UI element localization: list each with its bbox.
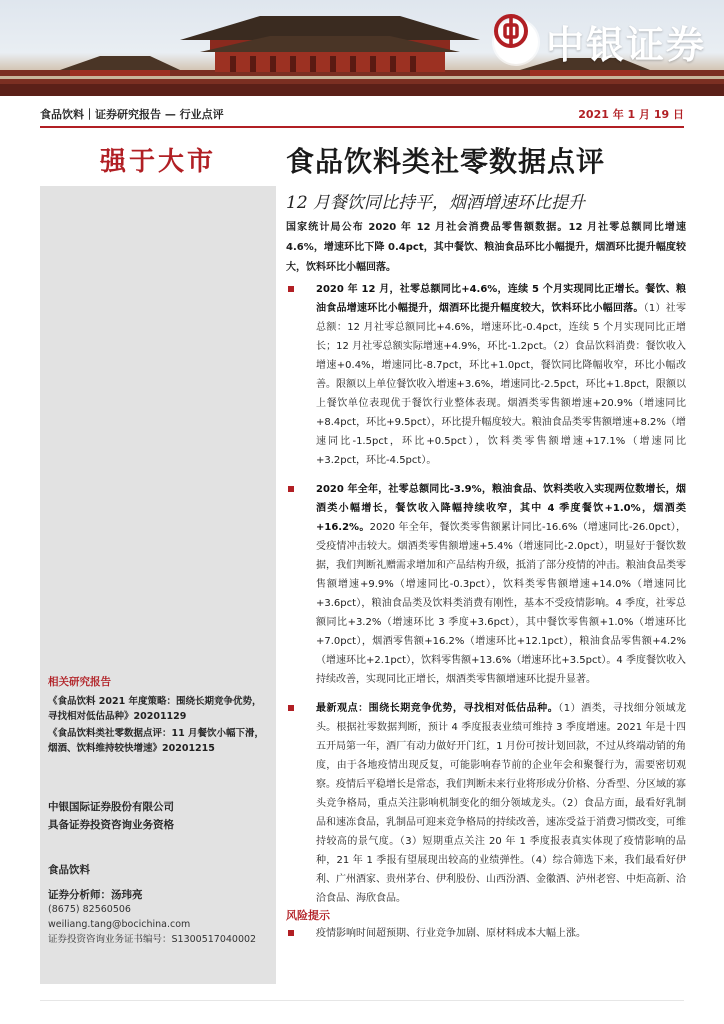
bullet-square-icon (288, 930, 294, 936)
brand-logo (494, 14, 706, 69)
related-report-item[interactable]: 《食品饮料类社零数据点评：11 月餐饮小幅下滑，烟酒、饮料维持较快增速》20201215 (48, 728, 265, 754)
key-point-body: （1）酒类，寻找细分领域龙头。根据社零数据判断，预计 4 季度报表业绩可维持 3 季度增速。2021 年是十四五开局第一年，酒厂有动力做好开门红，1 月份可按计划回款，不过从终端动销的角度，由于各地疫情出现反复，可能影响春节前的企业年会和聚餐行为，需要密切观察。疫情后平稳增长是常态，我们判断未来行业将形成分价格、分香型、分区域的寡头竞争格局，重点关注影响机制变化的细分领域龙头。（2）食品方面，最看好乳制品和速冻食品，乳制品可迎来竞争格局的持续改善，速冻受益于消费习惯改变，可维持较高的景气度。（3）短期重点关注 20 年 1 季度报表真实体现了疫情影响的品种，21 年 1 季报有望展现出较高的业绩弹性。（4）综合筛选下来，我们最看好伊利、广州酒家、贵州茅台、伊利股份、山西汾酒、金徽酒、泸州老窖、中炬高新、洽洽食品、海欣食品。 (316, 703, 686, 904)
summary-paragraph: 国家统计局公布 2020 年 12 月社会消费品零售额数据。12 月社零总额同比增速 4.6%，增速环比下降 0.4pct，其中餐饮、粮油食品环比小幅提升，烟酒环比提升幅度较大，饮料环比小幅回落。 (286, 222, 686, 273)
related-report-item[interactable]: 《食品饮料 2021 年度策略：围绕长期竞争优势，寻找相对低估品种》20201129 (48, 696, 262, 722)
org-qualification: 具备证券投资咨询业务资格 (48, 819, 174, 831)
analyst-name: 证券分析师：汤玮亮 (48, 889, 143, 901)
risk-list (286, 924, 686, 943)
brand-name: 中银证券 (545, 22, 706, 67)
boc-coin-icon (494, 20, 538, 64)
sidebar (40, 186, 276, 984)
key-point-body: （1）社零总额：12 月社零总额同比+4.6%，增速环比-0.4pct，连续 5 个月实现同比正增长；12 月社零总额实际增速+4.9%，环比-1.2pct。（2）食品饮料消费：餐饮收入增速+0.4%，增速同比-8.7pct，环比+1.0pct，餐饮同比降幅收窄，环比小幅改善。限额以上单位餐饮收入增速+3.6%，增速同比-2.5pct，环比+1.8pct，限额以上餐饮单位表现优于餐饮行业整体表现。烟酒类零售额增速+20.9%（增速同比+8.4pct，环比+9.5pct），环比提升幅度较大。粮油食品类零售额增速+8.2%（增速同比-1.5pct，环比+0.5pct），饮料类零售额增速+17.1%（增速同比+3.2pct，环比-4.5pct）。 (316, 303, 686, 466)
sector-label: 食品饮料 (48, 864, 90, 876)
rating-box (40, 132, 276, 186)
key-point-lead: 2020 年 12 月，社零总额同比+4.6%，连续 5 个月实现同比正增长。餐饮、粮油食品增速环比小幅提升，烟酒环比提升幅度较大，饮料环比小幅回落。 (316, 284, 686, 314)
key-point-body: 2020 年全年，餐饮类零售额累计同比-16.6%（增速同比-26.0pct），受疫情冲击较大。烟酒类零售额增速+5.4%（增速同比-2.0pct），明显好于餐饮数据，我们判断礼赠需求增加和产品结构升级，抵消了部分疫情的冲击。粮油食品类零售额增速+9.9%（增速同比-0.3pct），饮料类零售额增速+14.0%（增速同比+3.6pct），粮油食品类及饮料类消费有刚性，基本不受疫情影响。4 季度，社零总额同比+3.2%（增速环比 3 季度+3.6pct），其中餐饮零售额+1.0%（增速环比+7.0pct），烟酒零售额+16.2%（增速环比+12.1pct），粮油食品零售额+4.2%（增速环比+2.1pct），饮料零售额+13.6%（增速环比+3.5pct）。4 季度餐饮收入持续改善，实现同比正增长，烟酒类零售额增速环比提升显著。 (316, 522, 686, 685)
report-meta-bar (40, 102, 684, 126)
key-point (286, 480, 686, 689)
related-reports-heading: 相关研究报告 (48, 676, 111, 688)
analyst-email[interactable]: weiliang.tang@bocichina.com (48, 919, 191, 930)
header-divider (40, 126, 684, 128)
bullet-square-icon (288, 286, 294, 292)
org-name: 中银国际证券股份有限公司 (48, 801, 174, 813)
key-point (286, 280, 686, 470)
rating-text: 强于大市 (99, 146, 216, 177)
key-point-lead: 2020 年全年，社零总额同比-3.9%，粮油食品、饮料类收入实现两位数增长，烟酒类小幅增长，餐饮收入降幅持续收窄，其中 4 季度餐饮+1.0%，烟酒类+16.2%。 (316, 484, 686, 533)
sidebar-content (48, 674, 266, 947)
key-points (286, 280, 686, 918)
risk-item (286, 924, 686, 943)
risk-item-text: 疫情影响时间超预期、行业竞争加剧、原材料成本大幅上涨。 (316, 928, 586, 939)
report-category: 食品饮料｜证券研究报告 — 行业点评 (40, 108, 224, 121)
header-banner (0, 0, 724, 96)
risk-heading: 风险提示 (286, 909, 330, 922)
footer-divider (40, 1000, 684, 1001)
report-date: 2021 年 1 月 19 日 (578, 108, 684, 121)
bullet-square-icon (288, 705, 294, 711)
page-subtitle: 12 月餐饮同比持平，烟酒增速环比提升 (286, 193, 586, 213)
org-info (48, 798, 266, 834)
analyst-phone: (8675) 82560506 (48, 904, 131, 915)
key-point (286, 699, 686, 908)
bullet-square-icon (288, 486, 294, 492)
page-title: 食品饮料类社零数据点评 (286, 145, 606, 178)
key-point-lead: 最新观点：围绕长期竞争优势，寻找相对低估品种。 (316, 703, 559, 714)
analyst-cert: 证券投资咨询业务证书编号：S1300517040002 (48, 934, 257, 945)
